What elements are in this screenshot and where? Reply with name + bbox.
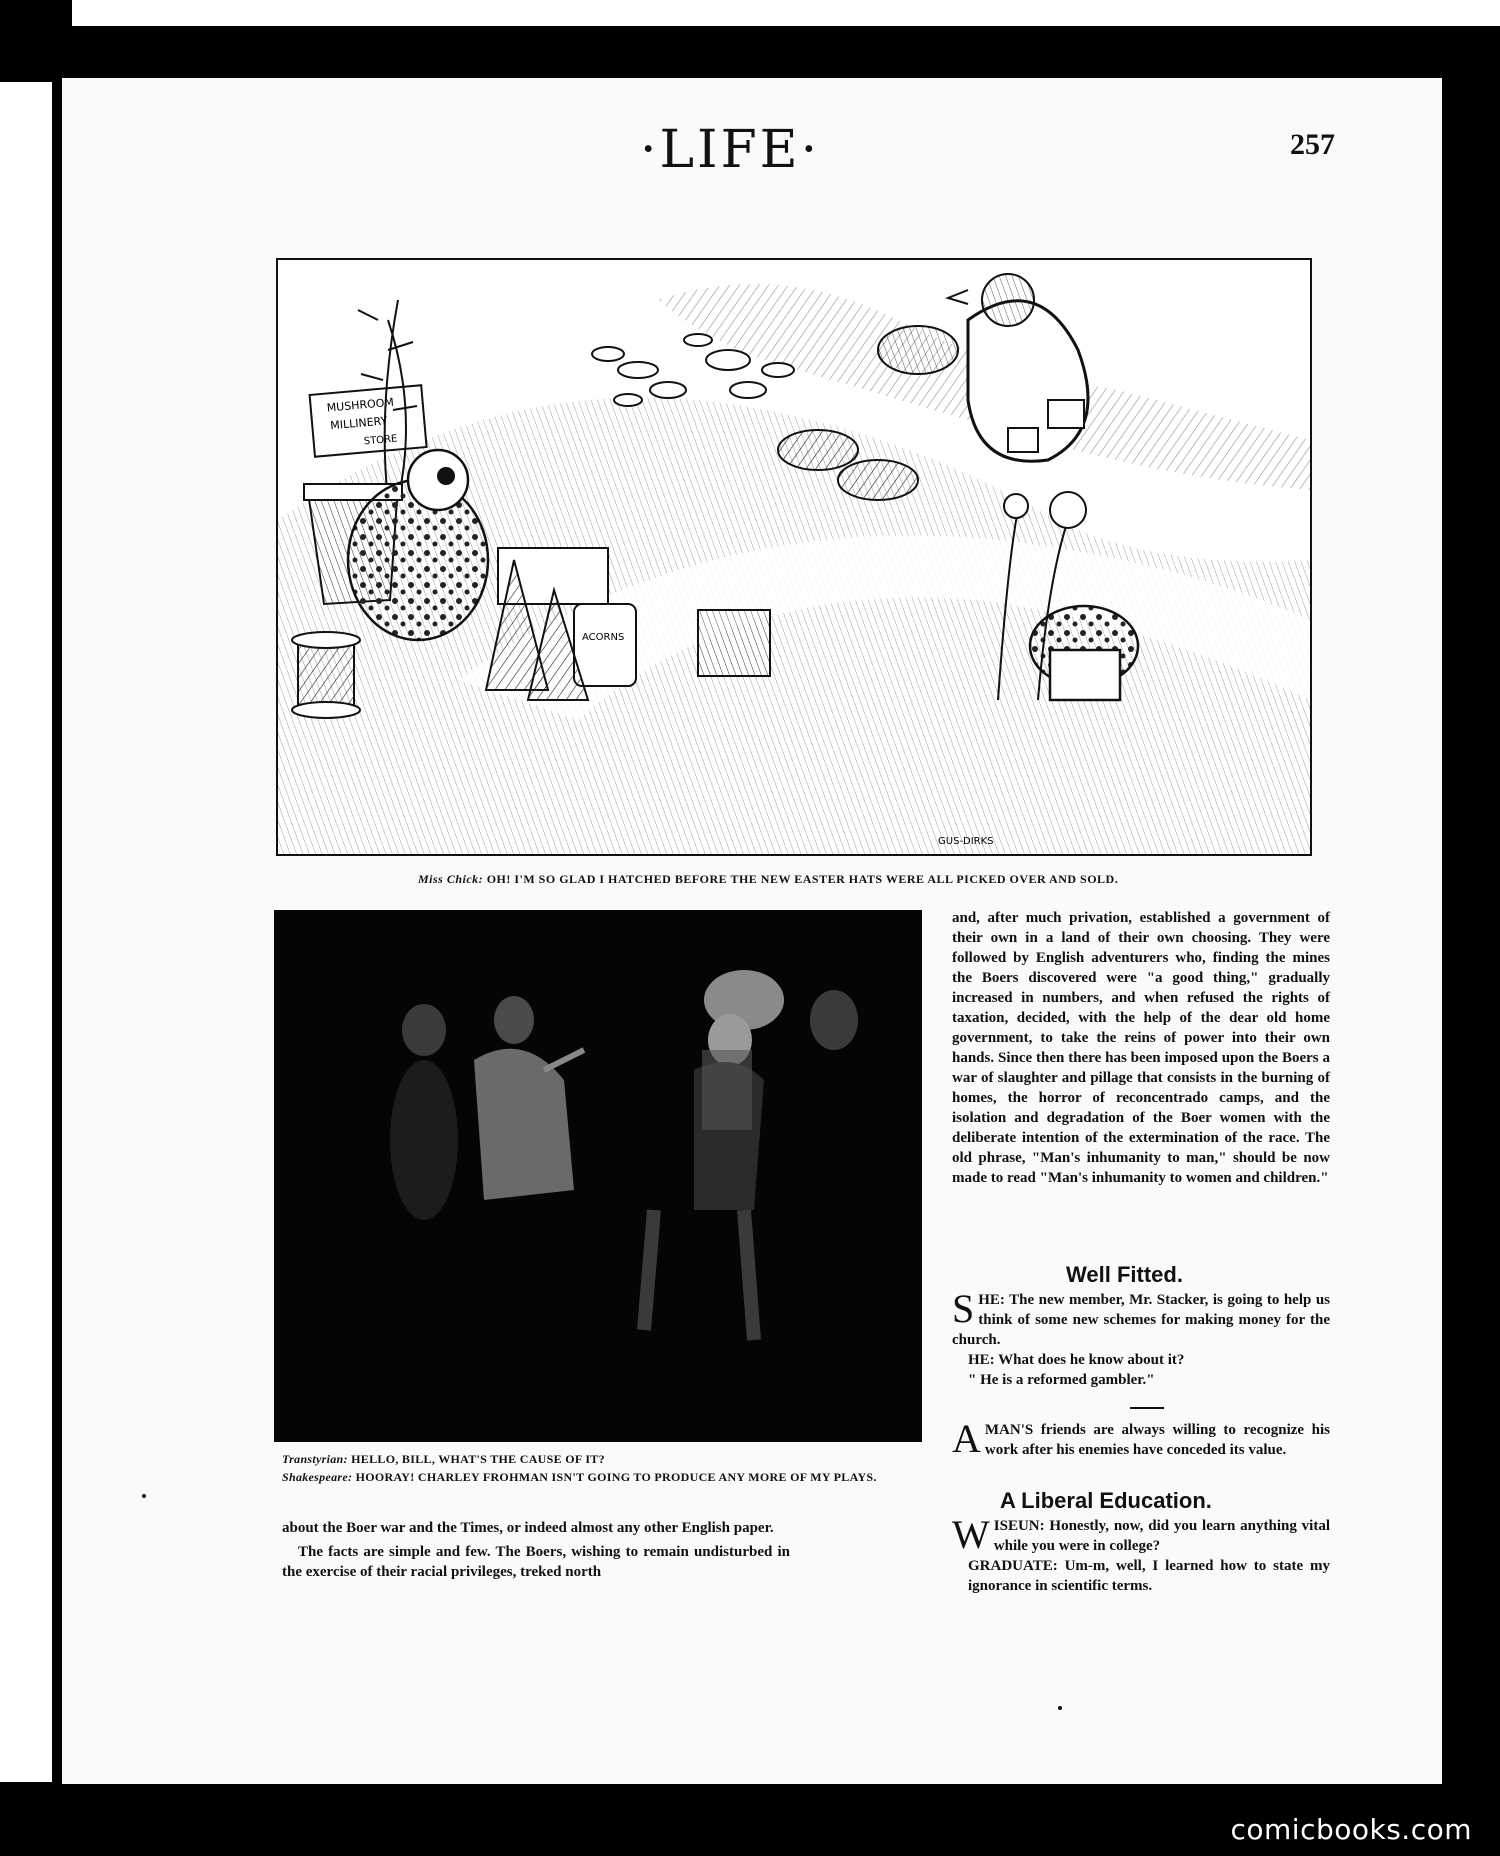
- photo-caption-text-1: HELLO, BILL, WHAT'S THE CAUSE OF IT?: [351, 1452, 605, 1466]
- page-speck: [1058, 1706, 1062, 1710]
- photo-caption-speaker-1: Transtyrian:: [282, 1452, 348, 1466]
- mans-friends-text: MAN'S friends are always willing to recognize his work after his enemies have conceded its value.: [984, 1422, 1330, 1458]
- cartoon-caption-speaker: Miss Chick:: [418, 872, 484, 886]
- photo-caption-speaker-2: Shakespeare:: [282, 1470, 353, 1484]
- photo-figures: [274, 910, 922, 1442]
- sign-line-3: STORE: [363, 433, 398, 448]
- well-fitted-she: HE: The new member, Mr. Stacker, is going to help us think of some new schemes for making money for the church.: [952, 1292, 1330, 1348]
- page-speck: [142, 1494, 146, 1498]
- watermark: comicbooks.com: [1230, 1813, 1472, 1846]
- boer-paragraph-2: The facts are simple and few. The Boers, wishing to remain undisturbed in the exercise of their racial privileges, treked north: [282, 1544, 790, 1580]
- jar-label: ACORNS: [582, 632, 625, 643]
- wiseun-dropcap: W: [952, 1512, 990, 1557]
- masthead: ·LIFE·: [640, 120, 821, 180]
- photo-caption-text-2: HOORAY! CHARLEY FROHMAN ISN'T GOING TO PRODUCE ANY MORE OF MY PLAYS.: [355, 1470, 877, 1484]
- boer-article-left: [282, 1518, 790, 1582]
- wiseun-text: ISEUN: Honestly, now, did you learn anything vital while you were in college?: [993, 1518, 1330, 1554]
- sign-line-2: MILLINERY: [329, 414, 388, 433]
- well-fitted-dropcap: S: [952, 1286, 975, 1331]
- artist-signature: GUS-DIRKS: [938, 836, 994, 847]
- top-scan-border: [0, 0, 1500, 62]
- well-fitted-answer: " He is a reformed gambler.": [968, 1372, 1155, 1388]
- boer-article-right: and, after much privation, established a government of their own in a land of their own choosing. They were followed by English adventurers who, finding the mines the Boers discovered were "a good thing," gradually increased in numbers, and when refused the rights of taxation, decided, with the help of the dear old home government, to take the reins of power into their own hands. Since then there has been imposed upon the Boers a war of slaughter and pillage that consists in the burning of homes, the horror of reconcentrado camps, and the isolation and degradation of the Boer women with the deliberate intention of the extermination of the race. The old phrase, "Man's inhumanity to man," should be now made to read "Man's inhumanity to women and children.": [952, 910, 1330, 1186]
- photo-caption-line-2: [282, 1470, 877, 1485]
- photo-caption-line-1: [282, 1452, 605, 1467]
- mans-friends-body: [952, 1416, 1330, 1461]
- liberal-education-title: A Liberal Education.: [1000, 1488, 1212, 1513]
- easter-cartoon-illustration: [276, 258, 1312, 856]
- cartoon-drawing: [278, 260, 1310, 854]
- well-fitted-body: [952, 1286, 1330, 1390]
- liberal-education-body: [952, 1512, 1330, 1596]
- page-number: 257: [1290, 128, 1335, 161]
- theatre-photograph: [274, 910, 922, 1442]
- section-divider: [1130, 1407, 1164, 1409]
- cartoon-caption: [418, 872, 1118, 887]
- well-fitted-title: Well Fitted.: [1066, 1262, 1183, 1287]
- well-fitted-he: HE: What does he know about it?: [968, 1352, 1185, 1368]
- left-page-edge: [0, 62, 60, 1782]
- graduate-text: GRADUATE: Um-m, well, I learned how to state my ignorance in scientific terms.: [968, 1558, 1330, 1594]
- mans-friends-dropcap: A: [952, 1416, 981, 1461]
- boer-paragraph-1: about the Boer war and the Times, or indeed almost any other English paper.: [282, 1520, 774, 1536]
- sign-line-1: MUSHROOM: [326, 395, 395, 415]
- cartoon-caption-text: OH! I'M SO GLAD I HATCHED BEFORE THE NEW EASTER HATS WERE ALL PICKED OVER AND SOLD.: [486, 872, 1119, 886]
- bottom-scan-border: [0, 1784, 1500, 1856]
